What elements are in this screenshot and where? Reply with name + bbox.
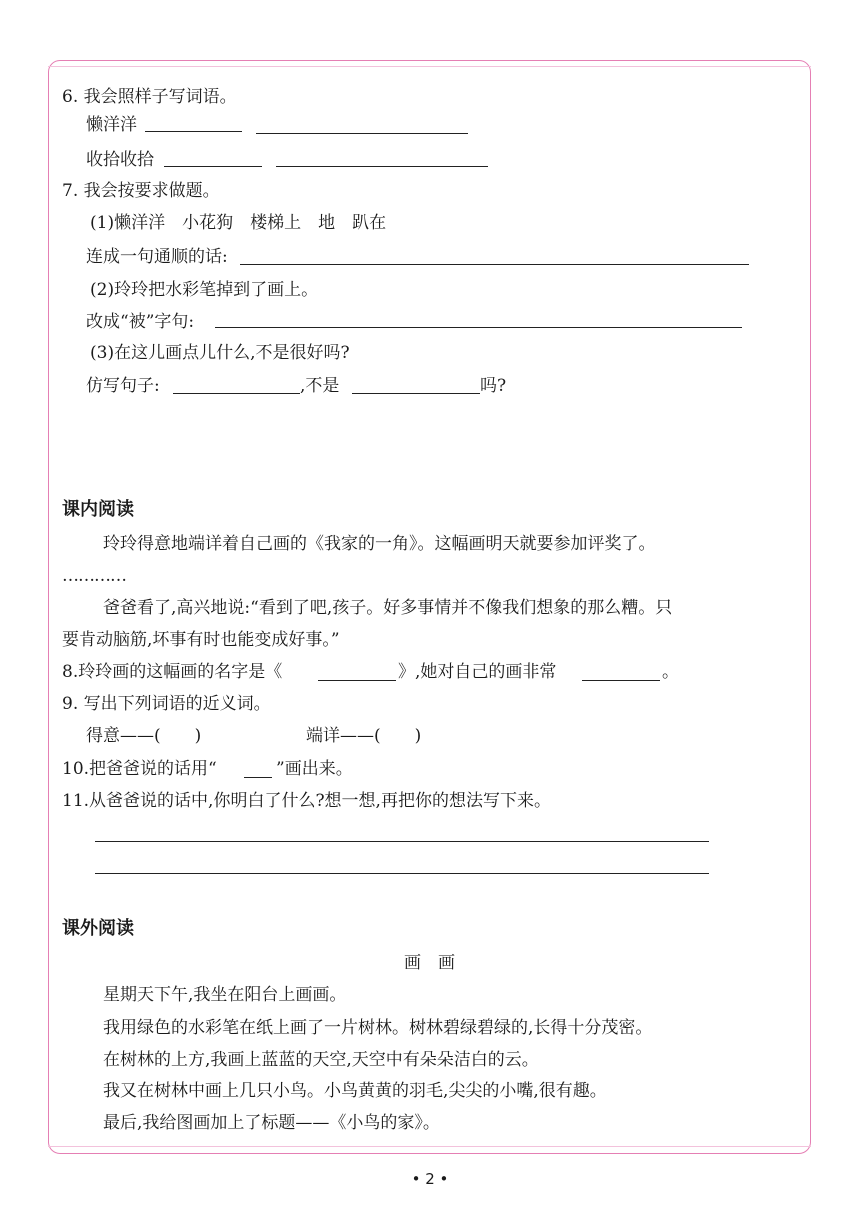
q7-part3-end: 吗? bbox=[480, 376, 507, 396]
q7-part2-sentence: (2)玲玲把水彩笔掉到了画上。 bbox=[90, 280, 319, 300]
q11-answer-line[interactable] bbox=[95, 841, 709, 842]
q8-text-middle: 》,她对自己的画非常 bbox=[398, 662, 557, 682]
q10-underline-sample bbox=[244, 777, 272, 778]
q8-answer-line[interactable] bbox=[582, 680, 660, 681]
reading2-line: 最后,我给图画加上了标题——《小鸟的家》。 bbox=[103, 1113, 440, 1133]
q8-answer-line[interactable] bbox=[318, 680, 396, 681]
reading2-line: 在树林的上方,我画上蓝蓝的天空,天空中有朵朵洁白的云。 bbox=[103, 1050, 539, 1070]
page-number: • 2 • bbox=[411, 1170, 449, 1188]
q6-example-1: 懒洋洋 bbox=[86, 115, 137, 135]
reading2-line: 星期天下午,我坐在阳台上画画。 bbox=[103, 985, 347, 1005]
q6-example-2: 收拾收拾 bbox=[86, 150, 154, 170]
q7-part3-answer-line[interactable] bbox=[352, 393, 480, 394]
reading1-para2-line2: 要肯动脑筋,坏事有时也能变成好事。” bbox=[62, 630, 340, 650]
q7-part3-sentence: (3)在这儿画点儿什么,不是很好吗? bbox=[90, 343, 350, 363]
reading2-line: 我又在树林中画上几只小鸟。小鸟黄黄的羽毛,尖尖的小嘴,很有趣。 bbox=[103, 1081, 607, 1101]
reading2-title: 画 画 bbox=[404, 953, 455, 973]
q10-text-after: ”画出来。 bbox=[276, 759, 353, 779]
q10-text-before: 10.把爸爸说的话用“ bbox=[62, 759, 217, 779]
q7-title: 7. 我会按要求做题。 bbox=[62, 181, 220, 201]
border-inner-top bbox=[48, 66, 811, 67]
q7-part1-words: (1)懒洋洋 小花狗 楼梯上 地 趴在 bbox=[90, 213, 387, 233]
q11-answer-line[interactable] bbox=[95, 873, 709, 874]
reading1-heading: 课内阅读 bbox=[62, 499, 134, 520]
q9-title: 9. 写出下列词语的近义词。 bbox=[62, 694, 271, 714]
q9-word1: 得意——( ) bbox=[86, 726, 202, 746]
q6-answer-line[interactable] bbox=[256, 133, 468, 134]
reading1-para2-line1: 爸爸看了,高兴地说:“看到了吧,孩子。好多事情并不像我们想象的那么糟。只 bbox=[103, 598, 673, 618]
q11-title: 11.从爸爸说的话中,你明白了什么?想一想,再把你的想法写下来。 bbox=[62, 791, 551, 811]
q7-part3-mid: ,不是 bbox=[300, 376, 340, 396]
reading1-ellipsis: ………… bbox=[62, 566, 126, 586]
q6-answer-line[interactable] bbox=[164, 166, 262, 167]
q7-part1-label: 连成一句通顺的话: bbox=[86, 247, 228, 267]
q8-text-before: 8.玲玲画的这幅画的名字是《 bbox=[62, 662, 283, 682]
reading1-para1: 玲玲得意地端详着自己画的《我家的一角》。这幅画明天就要参加评奖了。 bbox=[103, 534, 656, 554]
q6-answer-line[interactable] bbox=[145, 131, 242, 132]
q8-text-after: 。 bbox=[662, 662, 679, 682]
border-inner-bottom bbox=[48, 1146, 811, 1147]
q7-part3-label: 仿写句子: bbox=[86, 376, 160, 396]
q6-answer-line[interactable] bbox=[276, 166, 488, 167]
q9-word2: 端详——( ) bbox=[306, 726, 422, 746]
q7-part1-answer-line[interactable] bbox=[240, 264, 749, 265]
q6-title: 6. 我会照样子写词语。 bbox=[62, 87, 237, 107]
reading2-heading: 课外阅读 bbox=[62, 918, 134, 939]
q7-part2-label: 改成“被”字句: bbox=[86, 312, 195, 332]
q7-part2-answer-line[interactable] bbox=[215, 327, 742, 328]
reading2-line: 我用绿色的水彩笔在纸上画了一片树林。树林碧绿碧绿的,长得十分茂密。 bbox=[103, 1018, 653, 1038]
q7-part3-answer-line[interactable] bbox=[173, 393, 300, 394]
